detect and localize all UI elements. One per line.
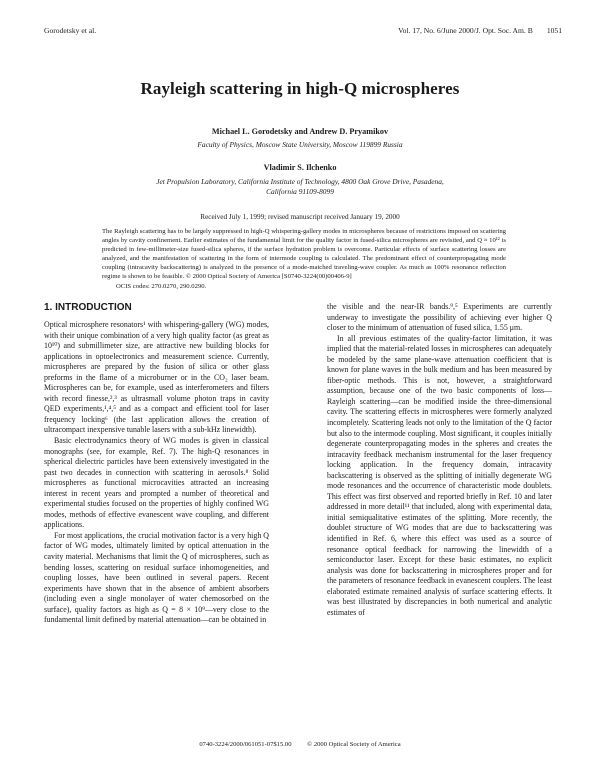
ocis-codes: OCIS codes: 270.0270, 290.0290. bbox=[116, 282, 207, 290]
paragraph: Optical microsphere resonators¹ with whispering-gallery (WG) modes, with their unique combination of a very high quality factor (as great as 10¹⁰) and submillimeter size, are attractive new building blocks for applications in optoelectronics and measurement science. Currently, microspheres are prepared by the fusion of silica or other glass preforms in the flame of a microburner or in the CO₂ laser beam. Microspheres can be, for example, used as interferometers and filters with record finesse,²,³ as ultrasmall volume photon traps in cavity QED experiments,¹,⁴,⁵ and as a compact and efficient tool for laser frequency locking⁶ (the last application allows the creation of ultracompact inexpensive tunable lasers with a sub-kHz linewidth). bbox=[44, 320, 269, 435]
running-head-author: Gorodetsky et al. bbox=[44, 26, 97, 35]
article-title: Rayleigh scattering in high-Q microspheres bbox=[140, 79, 460, 98]
paragraph: In all previous estimates of the quality-factor limitation, it was implied that the material-related losses in microspheres can adequately be modeled by the same plane-wave attenuation coefficient that is known for plane waves in the bulk medium and has been measured by fiber-optic methods. This is not, however, a straightforward assumption, because one of the two basic components of loss—Rayleigh scattering—can be modified inside the three-dimensional cavity. The scattering effects in microspheres were formerly analyzed incompletely. Scattering leads not only to the limitation of the Q factor but also to the intermode coupling. Most significant, it couples initially degenerate counterpropagating modes in the spheres and creates the intracavity feedback mechanism instrumental for the laser frequency locking application. In the frequency domain, intracavity backscattering is observed as the splitting of initially degenerate WG mode resonances and the occurrence of characteristic mode doublets. This effect was first observed and reported briefly in Ref. 10 and later addressed in more detail¹¹ that included, along with experimental data, initial semiqualitative estimates of the splitting. More recently, the doublet structure of WG modes that are due to backscattering was identified in Ref. 6, where this effect was used as a source of resonance optical feedback for narrowing the linewidth of a semiconductor laser. Except for these basic estimates, no explicit analysis was done for backscattering in microspheres proper and for the parameters of resonance feedback in evanescent couplers. The least elaborated estimate remained analysis of surface scattering effects. It was best illustrated by discrepancies in both numerical and analytic estimates of bbox=[327, 333, 552, 617]
affiliation-1: Faculty of Physics, Moscow State University, Moscow 119899 Russia bbox=[197, 140, 403, 149]
footer-code: 0740-3224/2000/061051-07$15.00 bbox=[199, 741, 292, 748]
paragraph: the visible and the near-IR bands.⁹,⁵ Experiments are currently underway to investigate the possibility of achieving ever higher Q closer to the minimum of attenuation of fused silica, 1.55 μm. bbox=[327, 302, 552, 333]
right-column bbox=[327, 302, 552, 618]
page-footer bbox=[0, 741, 600, 748]
footer-copyright: © 2000 Optical Society of America bbox=[307, 741, 401, 748]
author-line-1: Michael L. Gorodetsky and Andrew D. Pryamikov bbox=[211, 127, 389, 136]
abstract-text: The Rayleigh scattering has to be largely suppressed in high-Q whispering-gallery modes in microspheres because of restrictions imposed on scattering angles by cavity confinement. Earlier estimates of the fundamental limit for the quality factor in fused-silica microspheres are revisited, and Q ≈ 10¹² is predicted in few-millimeter-size fused-silica spheres, if the surface hydration problem is overcome. Particular effects of surface scattering losses are analyzed, and the manifestation of scattering in the form of intermode coupling is calculated. The predominant effect of counterpropagating mode coupling (intracavity backscattering) is analyzed in the presence of a mode-matched traveling-wave coupler. As much as 100% resonance reflection regime is shown to be feasible. © 2000 Optical Society of America [S0740-3224(00)00406-9] bbox=[102, 228, 506, 281]
section-heading: 1. INTRODUCTION bbox=[44, 302, 132, 313]
left-column bbox=[44, 302, 269, 626]
author-line-2: Vladimir S. Ilchenko bbox=[263, 163, 337, 172]
running-head-right bbox=[398, 26, 562, 35]
paragraph: Basic electrodynamics theory of WG modes is given in classical monographs (see, for example, Ref. 7). The high-Q resonances in spherical dielectric particles have been extensively investigated in the past two decades in connection with scattering in aerosols.⁸ Solid microspheres as functional microcavities attracted an increasing interest in recent years and prompted a number of theoretical and experimental studies focused on the properties of highly confined WG modes, methods of effective evanescent wave coupling, and different applications. bbox=[44, 436, 269, 530]
affiliation-2-line-1: Jet Propulsion Laboratory, California Institute of Technology, 4800 Oak Grove Drive, Pasadena, bbox=[156, 177, 444, 186]
paragraph: For most applications, the crucial motivation factor is a very high Q factor of WG modes, ultimately limited by optical attenuation in the cavity material. Mechanisms that limit the Q of microspheres, such as bending losses, scattering on residual surface inhomogeneities, and coupling losses, have been outlined in several papers. Recent experiments have shown that in the absence of ambient absorbers (including even a single monolayer of water chemosorbed on the surface), quality factors as high as Q = 8 × 10⁹—very close to the fundamental limit defined by material attenuation—can be obtained in bbox=[44, 530, 269, 625]
abstract bbox=[102, 227, 506, 291]
running-head-journal: Vol. 17, No. 6/June 2000/J. Opt. Soc. Am. B bbox=[398, 26, 533, 35]
page-number: 1051 bbox=[546, 26, 562, 35]
running-head bbox=[44, 26, 562, 35]
received-dates: Received July 1, 1999; revised manuscript received January 19, 2000 bbox=[200, 213, 400, 221]
affiliation-2-line-2: California 91109-8099 bbox=[266, 187, 334, 196]
